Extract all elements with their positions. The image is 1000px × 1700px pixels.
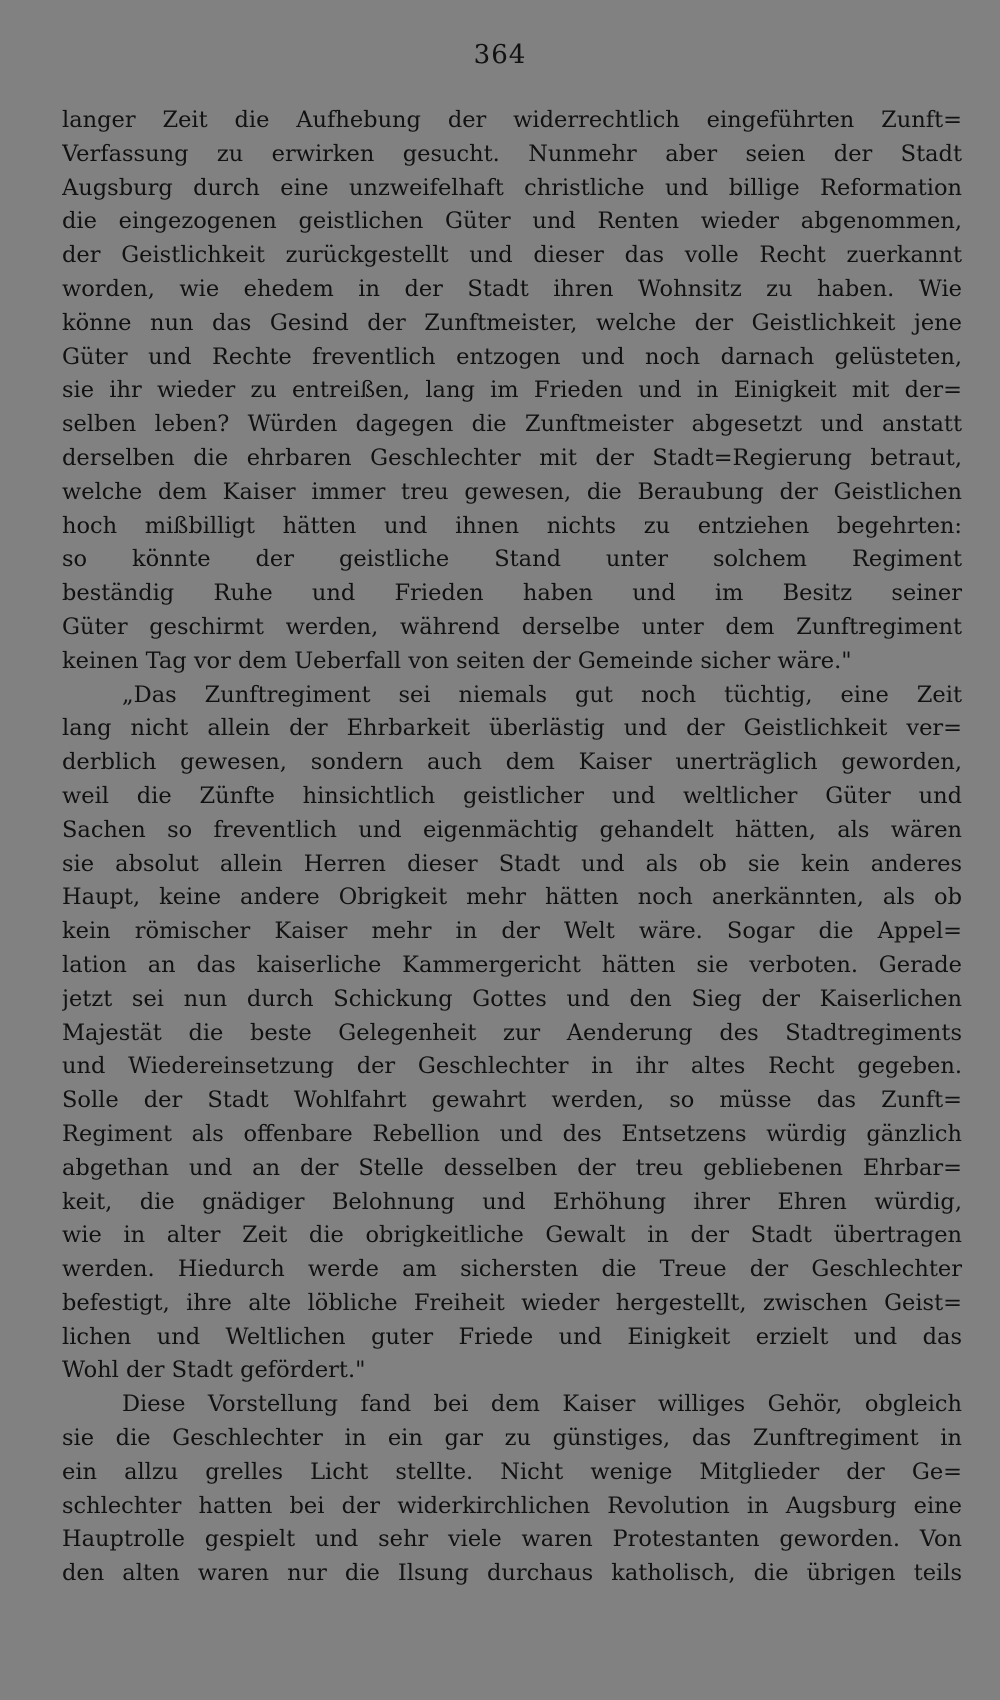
text-line: derblich gewesen, sondern auch dem Kaiser unerträglich geworden, — [62, 749, 962, 776]
text-line: lang nicht allein der Ehrbarkeit überlästig und der Geistlichkeit ver= — [62, 715, 962, 742]
text-line: Verfassung zu erwirken gesucht. Nunmehr aber seien der Stadt — [62, 140, 962, 167]
text-line: sie ihr wieder zu entreißen, lang im Frieden und in Einigkeit mit der= — [62, 377, 962, 404]
text-line: Solle der Stadt Wohlfahrt gewahrt werden, so müsse das Zunft= — [62, 1087, 962, 1114]
text-line: keit, die gnädiger Belohnung und Erhöhung ihrer Ehren würdig, — [62, 1188, 962, 1215]
text-line: ein allzu grelles Licht stellte. Nicht wenige Mitglieder der Ge= — [62, 1458, 962, 1485]
text-line: werden. Hiedurch werde am sichersten die Treue der Geschlechter — [62, 1256, 962, 1283]
text-line: den alten waren nur die Ilsung durchaus katholisch, die übrigen teils — [62, 1560, 962, 1587]
text-line: beständig Ruhe und Frieden haben und im Besitz seiner — [62, 580, 962, 607]
text-line: abgethan und an der Stelle desselben der treu gebliebenen Ehrbar= — [62, 1154, 962, 1181]
text-line: Hauptrolle gespielt und sehr viele waren Protestanten geworden. Von — [62, 1526, 962, 1553]
text-line: lation an das kaiserliche Kammergericht hätten sie verboten. Gerade — [62, 951, 962, 978]
text-line: keinen Tag vor dem Ueberfall von seiten der Gemeinde sicher wäre." — [62, 647, 852, 674]
text-line: weil die Zünfte hinsichtlich geistlicher und weltlicher Güter und — [62, 782, 962, 809]
text-line: Diese Vorstellung fand bei dem Kaiser williges Gehör, obgleich — [122, 1391, 962, 1418]
text-line: Wohl der Stadt gefördert." — [62, 1357, 366, 1384]
text-line: die eingezogenen geistlichen Güter und Renten wieder abgenommen, — [62, 208, 962, 235]
text-line: „Das Zunftregiment sei niemals gut noch tüchtig, eine Zeit — [122, 681, 962, 708]
text-line: befestigt, ihre alte löbliche Freiheit wieder hergestellt, zwischen Geist= — [62, 1289, 962, 1316]
text-line: Güter geschirmt werden, während derselbe unter dem Zunftregiment — [62, 613, 962, 640]
text-line: selben leben? Würden dagegen die Zunftmeister abgesetzt und anstatt — [62, 411, 962, 438]
text-line: kein römischer Kaiser mehr in der Welt wäre. Sogar die Appel= — [62, 918, 962, 945]
text-line: könne nun das Gesind der Zunftmeister, welche der Geistlichkeit jene — [62, 309, 962, 336]
text-line: wie in alter Zeit die obrigkeitliche Gewalt in der Stadt übertragen — [62, 1222, 962, 1249]
text-line: lichen und Weltlichen guter Friede und Einigkeit erzielt und das — [62, 1323, 962, 1350]
text-line: Haupt, keine andere Obrigkeit mehr hätten noch anerkännten, als ob — [62, 884, 962, 911]
text-line: sie absolut allein Herren dieser Stadt und als ob sie kein anderes — [62, 850, 962, 877]
text-line: so könnte der geistliche Stand unter solchem Regiment — [62, 546, 962, 573]
text-line: und Wiedereinsetzung der Geschlechter in ihr altes Recht gegeben. — [62, 1053, 962, 1080]
text-line: derselben die ehrbaren Geschlechter mit der Stadt=Regierung betraut, — [62, 444, 962, 471]
text-line: jetzt sei nun durch Schickung Gottes und den Sieg der Kaiserlichen — [62, 985, 962, 1012]
page-number: 364 — [473, 40, 527, 70]
text-line: Güter und Rechte freventlich entzogen und noch darnach gelüsteten, — [62, 343, 962, 370]
text-line: worden, wie ehedem in der Stadt ihren Wohnsitz zu haben. Wie — [62, 275, 962, 302]
text-line: schlechter hatten bei der widerkirchlichen Revolution in Augsburg eine — [62, 1492, 962, 1519]
text-line: Augsburg durch eine unzweifelhaft christliche und billige Reformation — [62, 174, 962, 201]
text-line: Sachen so freventlich und eigenmächtig gehandelt hätten, als wären — [62, 816, 962, 843]
text-line: welche dem Kaiser immer treu gewesen, die Beraubung der Geistlichen — [62, 478, 962, 505]
text-line: langer Zeit die Aufhebung der widerrechtlich eingeführten Zunft= — [62, 107, 962, 133]
text-line: der Geistlichkeit zurückgestellt und dieser das volle Recht zuerkannt — [62, 242, 962, 269]
text-line: sie die Geschlechter in ein gar zu günstiges, das Zunftregiment in — [62, 1425, 962, 1452]
text-line: Regiment als offenbare Rebellion und des Entsetzens würdig gänzlich — [62, 1120, 962, 1147]
text-line: Majestät die beste Gelegenheit zur Aenderung des Stadtregiments — [62, 1019, 962, 1046]
text-line: hoch mißbilligt hätten und ihnen nichts zu entziehen begehrten: — [62, 512, 962, 539]
body-text — [62, 104, 962, 1591]
